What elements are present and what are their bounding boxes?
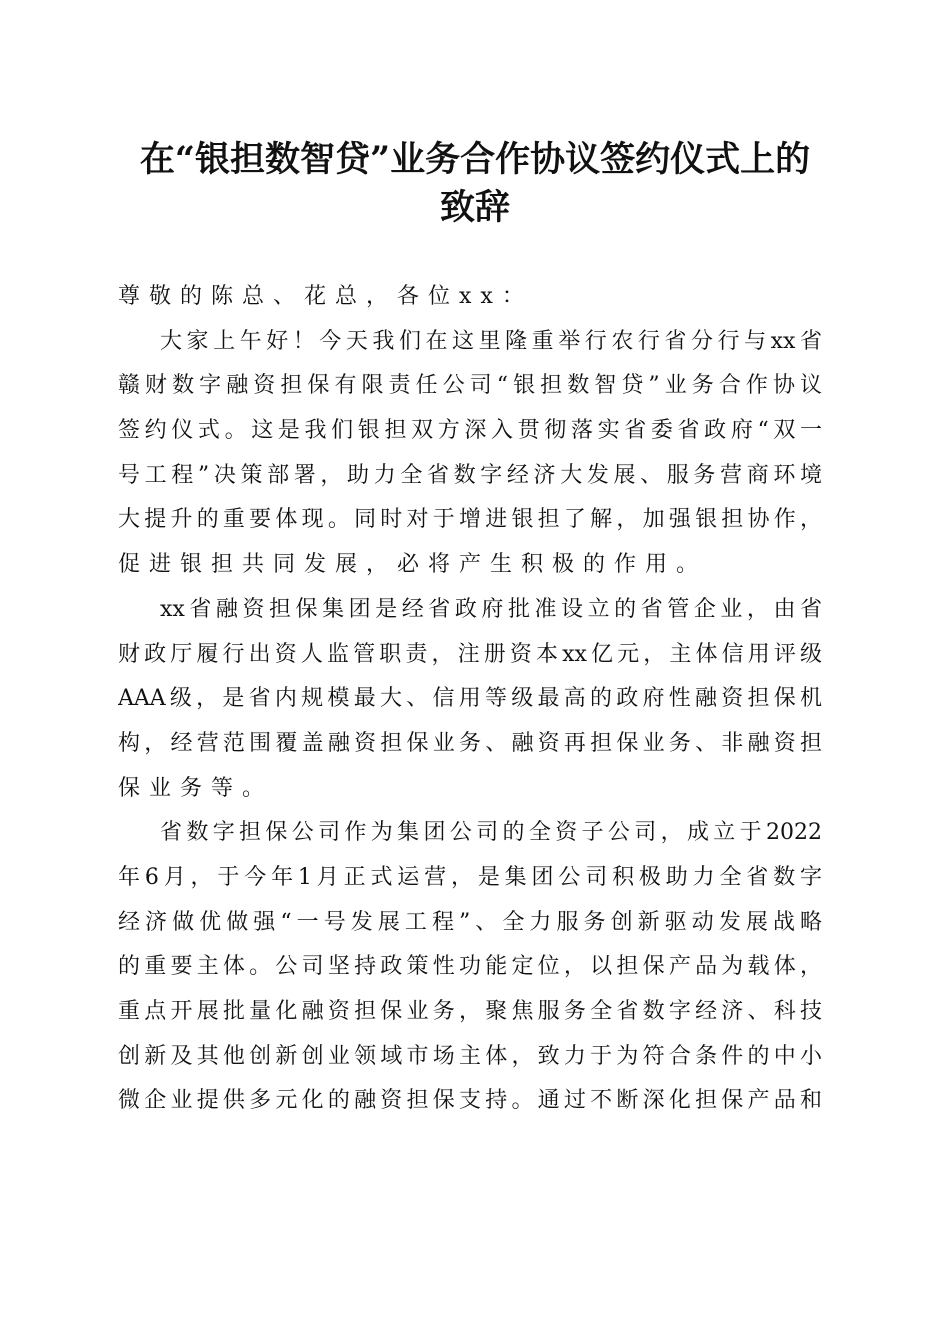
paragraph	[118, 320, 822, 588]
paragraph-line: 财政厅履行出资人监管职责，注册资本xx亿元，主体信用评级	[118, 641, 822, 667]
paragraph-line: 经济做优做强“一号发展工程”、全力服务创新驱动发展战略	[118, 909, 822, 935]
title-line-2: 致辞	[439, 187, 510, 228]
paragraph-line: 年6月，于今年1月正式运营，是集团公司积极助力全省数字	[118, 864, 822, 890]
paragraph-line: AAA级，是省内规模最大、信用等级最高的政府性融资担保机	[118, 686, 822, 712]
document-body	[118, 275, 822, 1124]
paragraph-line: 赣财数字融资担保有限责任公司“银担数智贷”业务合作协议	[118, 373, 822, 399]
paragraph-line: 大提升的重要体现。同时对于增进银担了解，加强银担协作，	[118, 507, 822, 533]
paragraph-line: 保业务等。	[118, 775, 274, 801]
paragraph-line: 的重要主体。公司坚持政策性功能定位，以担保产品为载体，	[118, 954, 822, 980]
title-line-1: 在“银担数智贷”业务合作协议签约仪式上的	[139, 139, 811, 180]
document-title	[110, 136, 840, 232]
paragraph-line: 号工程”决策部署，助力全省数字经济大发展、服务营商环境	[118, 462, 822, 488]
paragraph	[118, 811, 822, 1124]
paragraph-line: 微企业提供多元化的融资担保支持。通过不断深化担保产品和	[118, 1088, 822, 1114]
paragraph-line: 促进银担共同发展，必将产生积极的作用。	[118, 552, 708, 578]
paragraph-line: 签约仪式。这是我们银担双方深入贯彻落实省委省政府“双一	[118, 418, 822, 444]
paragraph-line: 重点开展批量化融资担保业务，聚焦服务全省数字经济、科技	[118, 999, 822, 1024]
paragraph-line: 创新及其他创新创业领域市场主体，致力于为符合条件的中小	[118, 1043, 822, 1069]
paragraph-line: xx省融资担保集团是经省政府批准设立的省管企业，由省	[160, 596, 822, 622]
salutation: 尊敬的陈总、花总，各位xx：	[118, 284, 533, 309]
paragraph-line: 省数字担保公司作为集团公司的全资子公司，成立于2022	[160, 820, 822, 846]
paragraph-line: 构，经营范围覆盖融资担保业务、融资再担保业务、非融资担	[118, 730, 822, 756]
paragraph-line: 大家上午好！今天我们在这里隆重举行农行省分行与xx省	[160, 328, 822, 354]
paragraph	[118, 588, 822, 811]
